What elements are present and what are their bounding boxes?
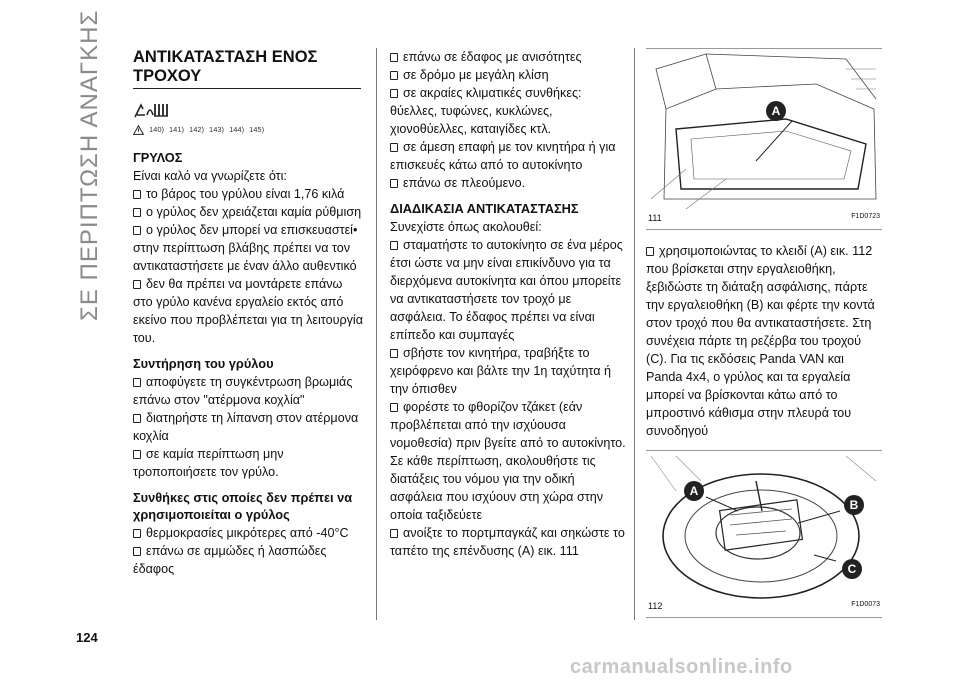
list-item: επάνω σε πλεούμενο. bbox=[390, 174, 626, 192]
reference-number: 145) bbox=[249, 125, 265, 134]
bullet-square-icon bbox=[133, 378, 141, 387]
callout-label-a: A bbox=[689, 484, 699, 498]
procedure-heading: ΔΙΑΔΙΚΑΣΙΑ ΑΝΤΙΚΑΤΑΣΤΑΣΗΣ bbox=[390, 201, 579, 216]
list-item: φορέστε το φθορίζον τζάκετ (εάν προβλέπεται από την ισχύουσα νομοθεσία) πριν βγείτε από το αυτοκίνητο. Σε κάθε περίπτωση, ακολουθήστε τις διατάξεις του νόμου για την οδική ασφάλεια που ισχύουν στη χώρα στην οποία ταξιδεύετε bbox=[390, 400, 626, 522]
bullet-square-icon bbox=[390, 349, 398, 358]
figure-111 bbox=[646, 48, 882, 230]
title-rule bbox=[133, 88, 361, 89]
bullet-square-icon bbox=[390, 89, 398, 98]
reference-number: 141) bbox=[169, 125, 185, 134]
list-item: σε ακραίες κλιματικές συνθήκες: θύελλες, τυφώνες, κυκλώνες, χιονοθύελλες, καταιγίδες κτλ. bbox=[390, 86, 582, 136]
jack-heading: ΓΡΥΛΟΣ bbox=[133, 150, 183, 165]
figure-112 bbox=[646, 450, 882, 618]
section-title-line1: ΑΝΤΙΚΑΤΑΣΤΑΣΗ ΕΝΟΣ bbox=[133, 48, 318, 66]
figure-code: F1D0723 bbox=[851, 213, 880, 220]
bullet-square-icon bbox=[133, 547, 141, 556]
column-divider bbox=[376, 48, 377, 620]
bullet-square-icon bbox=[390, 179, 398, 188]
figure-code: F1D0073 bbox=[851, 601, 880, 608]
list-item: επάνω σε έδαφος με ανισότητες bbox=[390, 48, 626, 66]
procedure-intro: Συνεχίστε όπως ακολουθεί: bbox=[390, 220, 542, 234]
bullet-square-icon bbox=[390, 529, 398, 538]
list-item: σταματήστε το αυτοκίνητο σε ένα μέρος έτσι ώστε να μην είναι επικίνδυνο για τα διερχόμενα αυτοκίνητα και όπου μπορείτε να αντικαταστήσετε τον τροχό με ασφάλεια. Το έδαφος πρέπει να είναι επίπεδο και συμπαγές bbox=[390, 238, 623, 342]
bullet-square-icon bbox=[133, 414, 141, 423]
list-item: επάνω σε αμμώδες ή λασπώδες έδαφος bbox=[133, 544, 327, 576]
bullet-square-icon bbox=[133, 226, 141, 235]
list-item: θερμοκρασίες μικρότερες από -40°C bbox=[133, 524, 365, 542]
warning-icons bbox=[133, 97, 365, 119]
callout-label-a: A bbox=[771, 104, 781, 118]
warning-symbols-icon bbox=[133, 101, 171, 119]
trunk-floor-illustration bbox=[646, 49, 882, 217]
section-title-vertical: ΣΕ ΠΕΡΙΠΤΩΣΗ ΑΝΑΓΚΗΣ bbox=[76, 10, 103, 322]
list-item: ο γρύλος δεν χρειάζεται καμία ρύθμιση bbox=[133, 203, 365, 221]
bullet-square-icon bbox=[390, 53, 398, 62]
spare-wheel-illustration bbox=[646, 451, 882, 605]
list-item: ο γρύλος δεν μπορεί να επισκευαστεί• στην περίπτωση βλάβης πρέπει να τον αντικαταστήσετε με έναν άλλο αυθεντικό bbox=[133, 223, 358, 273]
callout-label-c: C bbox=[847, 562, 857, 576]
reference-number: 140) bbox=[149, 125, 165, 134]
list-item: ανοίξτε το πορτμπαγκάζ και σηκώστε το ταπέτο της επένδυσης (A) εικ. 111 bbox=[390, 526, 625, 558]
bullet-square-icon bbox=[390, 71, 398, 80]
section-title-line2: ΤΡΟΧΟΥ bbox=[133, 67, 202, 85]
bullet-square-icon bbox=[133, 450, 141, 459]
conditions-heading: Συνθήκες στις οποίες δεν πρέπει να χρησιμοποιείται ο γρύλος bbox=[133, 490, 353, 522]
callout-label-b: B bbox=[849, 498, 859, 512]
bullet-square-icon bbox=[390, 241, 398, 250]
bullet-square-icon bbox=[133, 190, 141, 199]
column-3 bbox=[646, 48, 882, 618]
warning-references bbox=[133, 121, 365, 139]
column-divider bbox=[634, 48, 635, 620]
list-item: σε δρόμο με μεγάλη κλίση bbox=[390, 66, 626, 84]
figure-number: 111 bbox=[648, 213, 662, 223]
figure-number: 112 bbox=[648, 601, 663, 611]
maintenance-heading: Συντήρηση του γρύλου bbox=[133, 356, 274, 371]
list-item: σε άμεση επαφή με τον κινητήρα ή για επισκευές κάτω από το αυτοκίνητο bbox=[390, 140, 616, 172]
bullet-square-icon bbox=[133, 529, 141, 538]
watermark: carmanualsonline.info bbox=[570, 656, 793, 678]
reference-number: 142) bbox=[189, 125, 205, 134]
warning-triangle-icon bbox=[133, 125, 144, 135]
reference-number: 143) bbox=[209, 125, 225, 134]
list-item: διατηρήστε τη λίπανση στον ατέρμονα κοχλία bbox=[133, 411, 359, 443]
column-2 bbox=[390, 48, 626, 560]
reference-number: 144) bbox=[229, 125, 245, 134]
list-item: δεν θα πρέπει να μοντάρετε επάνω στο γρύλο κανένα εργαλείο εκτός από εκείνο που προβλέπεται για τη λειτουργία του. bbox=[133, 277, 364, 345]
jack-intro: Είναι καλό να γνωρίζετε ότι: bbox=[133, 169, 287, 183]
list-item: αποφύγετε τη συγκέντρωση βρωμιάς επάνω στον "ατέρμονα κοχλία" bbox=[133, 375, 353, 407]
bullet-square-icon bbox=[646, 247, 654, 256]
page-number: 124 bbox=[76, 630, 98, 645]
column-1 bbox=[133, 48, 365, 578]
bullet-square-icon bbox=[133, 208, 141, 217]
list-item: χρησιμοποιώντας το κλειδί (A) εικ. 112 που βρίσκεται στην εργαλειοθήκη, ξεβιδώστε τη διάταξη ασφάλισης, πάρτε την εργαλειοθήκη (B) και φέρτε την κοντά στον τροχό που θα αντικαταστήσετε. Στη συνέχεια πάρτε τη ρεζέρβα του τροχού (C). Για τις εκδόσεις Panda VAN και Panda 4x4, ο γρύλος και τα εργαλεία μπορεί να βρίσκονται κάτω από το μπροστινό κάθισμα στην πλευρά του συνοδηγού bbox=[646, 244, 875, 438]
bullet-square-icon bbox=[133, 280, 141, 289]
bullet-square-icon bbox=[390, 403, 398, 412]
list-item: σβήστε τον κινητήρα, τραβήξτε το χειρόφρενο και βάλτε την 1η ταχύτητα ή την όπισθεν bbox=[390, 346, 611, 396]
list-item: σε καμία περίπτωση μην τροποποιήσετε τον γρύλο. bbox=[133, 447, 284, 479]
bullet-square-icon bbox=[390, 143, 398, 152]
list-item: το βάρος του γρύλου είναι 1,76 κιλά bbox=[133, 185, 365, 203]
section-sidebar bbox=[76, 10, 110, 680]
